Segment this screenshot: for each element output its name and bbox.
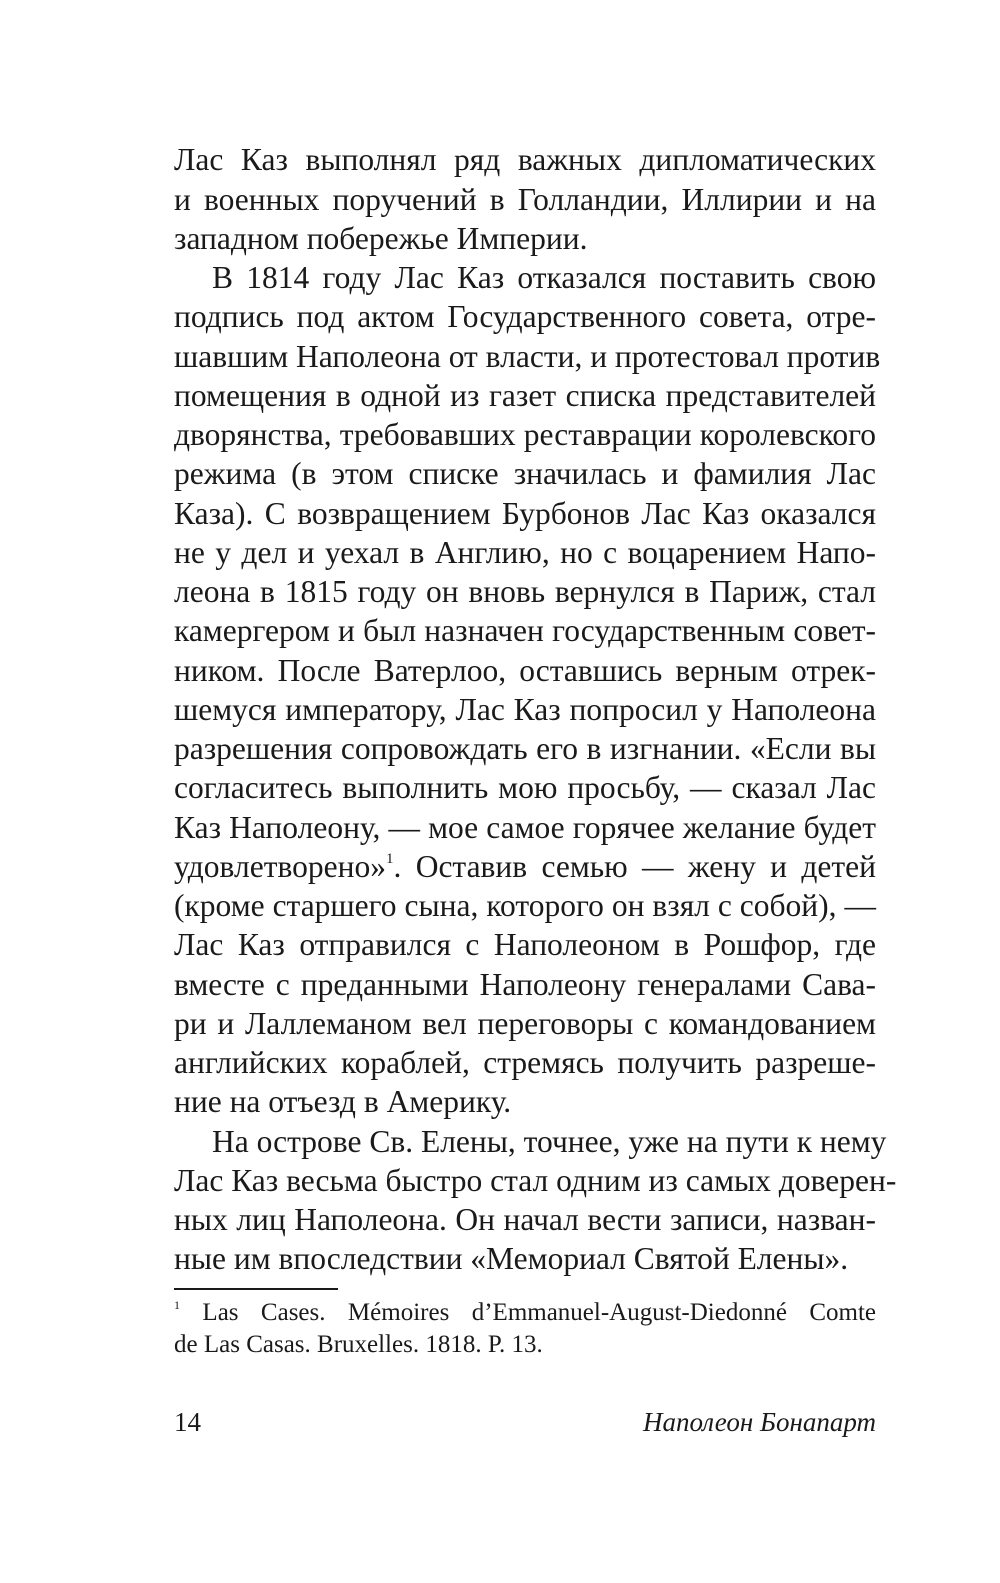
text-line: (кроме старшего сына, которого он взял с собой), — — [174, 888, 876, 923]
text-line: разрешения сопровождать его в изгнании. «Если вы — [174, 731, 876, 766]
text-line: не у дел и уехал в Англию, но с воцарением Напо- — [174, 535, 876, 570]
text-line: согласитесь выполнить мою просьбу, — сказал Лас — [174, 770, 876, 805]
running-title: Наполеон Бонапарт — [642, 1407, 876, 1437]
text-line: камергером и был назначен государственным совет- — [174, 613, 876, 648]
text-line: и военных поручений в Голландии, Иллирии и на — [174, 182, 876, 217]
text-line: шавшим Наполеона от власти, и протестовал против — [174, 339, 881, 374]
page-number: 14 — [174, 1407, 201, 1437]
text-line: Каза). С возвращением Бурбонов Лас Каз оказался — [174, 496, 876, 531]
footnote-line — [174, 1298, 876, 1328]
text-line: ри и Лаллеманом вел переговоры с командованием — [174, 1006, 876, 1041]
text-line: ние на отъезд в Америку. — [174, 1084, 512, 1119]
text-line: ных лиц Наполеона. Он начал вести записи, назван- — [174, 1202, 876, 1237]
text-line: Лас Каз отправился с Наполеоном в Рошфор, где — [174, 927, 876, 962]
footnote-text: Las Cases. Mémoires d’Emmanuel-August-Diedonné Comte — [202, 1299, 876, 1326]
text-line: английских кораблей, стремясь получить разреше- — [174, 1045, 876, 1080]
footnote-divider — [174, 1288, 338, 1290]
text-line: шемуся императору, Лас Каз попросил у Наполеона — [174, 692, 876, 727]
text-line: Каз Наполеону, — мое самое горячее желание будет — [174, 810, 876, 845]
text-line: западном побережье Империи. — [174, 221, 588, 256]
text-line: ные им впоследствии «Мемориал Святой Елены». — [174, 1241, 849, 1276]
text-line: Лас Каз весьма быстро стал одним из самых доверен- — [174, 1163, 897, 1198]
paragraph-start: В 1814 году Лас Каз отказался поставить свою — [212, 260, 876, 295]
text-line: подпись под актом Государственного совета, отре- — [174, 299, 876, 334]
footnote-line: de Las Casas. Bruxelles. 1818. P. 13. — [174, 1331, 543, 1358]
text-line: дворянства, требовавших реставрации королевского — [174, 417, 876, 452]
text-line: вместе с преданными Наполеону генералами Сава- — [174, 967, 876, 1002]
text-fragment: удовлетворено» — [174, 849, 386, 884]
text-line: помещения в одной из газет списка представителей — [174, 378, 876, 413]
footnote-marker: 1 — [174, 1298, 180, 1312]
text-line — [174, 847, 876, 887]
text-line: Лас Каз выполнял ряд важных дипломатических — [174, 142, 876, 177]
text-fragment: . Оставив семью — жену и детей — [393, 849, 876, 884]
text-line: ником. После Ватерлоо, оставшись верным отрек- — [174, 653, 876, 688]
footnote-reference: 1 — [385, 851, 394, 867]
text-line: режима (в этом списке значилась и фамилия Лас — [174, 456, 876, 491]
text-line: леона в 1815 году он вновь вернулся в Париж, стал — [174, 574, 876, 609]
paragraph-start: На острове Св. Елены, точнее, уже на пути к нему — [212, 1124, 887, 1159]
